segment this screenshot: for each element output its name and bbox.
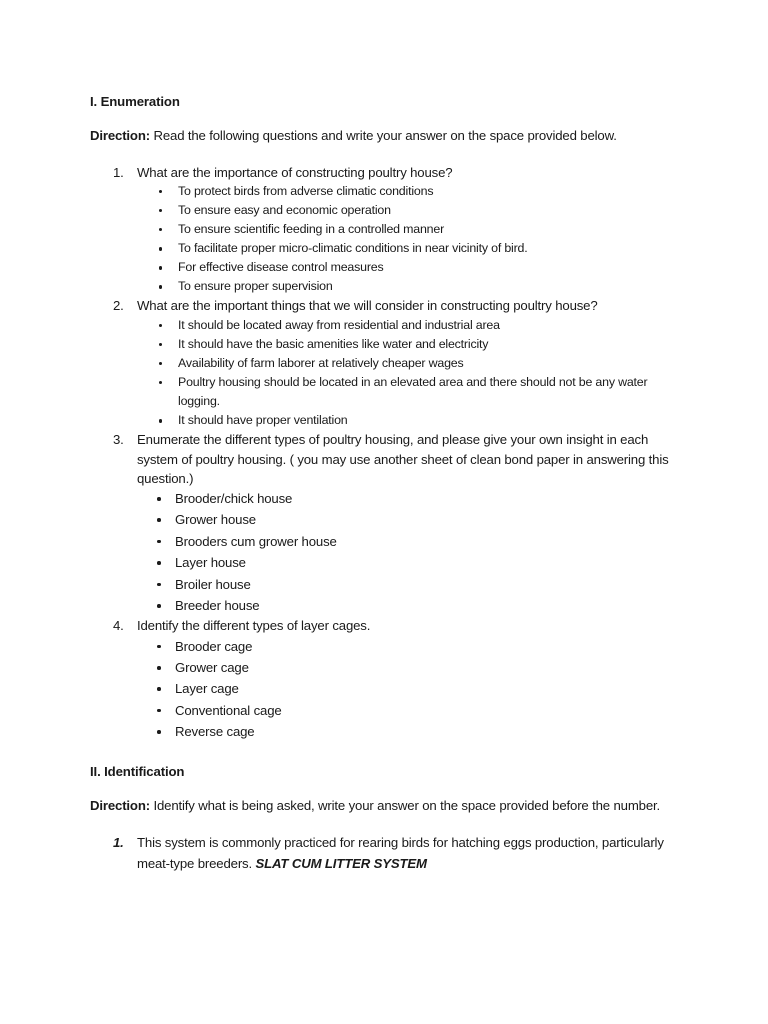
- direction-enumeration: [90, 127, 678, 146]
- identification-item-list: [90, 832, 678, 875]
- list-item: To facilitate proper micro-climatic conditions in near vicinity of bird.: [137, 239, 678, 258]
- direction-label: Direction:: [90, 127, 150, 143]
- section-heading-identification: II. Identification: [90, 764, 185, 780]
- spacer: [90, 111, 678, 127]
- list-item: Conventional cage: [137, 700, 678, 721]
- answer-bullet-list: [137, 182, 678, 297]
- question-number: 2.: [113, 298, 124, 314]
- question-number: 1.: [113, 164, 124, 180]
- answer-bullet-list: [137, 636, 678, 743]
- question-item: [90, 163, 678, 297]
- question-item: [90, 616, 678, 742]
- list-item: Broiler house: [137, 574, 678, 595]
- spacer: [90, 742, 678, 764]
- question-text: Enumerate the different types of poultry housing, and please give your own insight in each system of poultry housing. ( you may use another sheet of clean bond paper in answering this question.): [137, 432, 669, 486]
- spacer: [90, 816, 678, 832]
- list-item: Brooders cum grower house: [137, 531, 678, 552]
- list-item: Poultry housing should be located in an elevated area and there should not be any water logging.: [137, 373, 678, 411]
- list-item: To ensure easy and economic operation: [137, 201, 678, 220]
- list-item: To ensure proper supervision: [137, 277, 678, 296]
- list-item: Layer cage: [137, 678, 678, 699]
- list-item: Brooder/chick house: [137, 488, 678, 509]
- direction-identification: [90, 797, 678, 816]
- question-text: What are the importance of constructing poultry house?: [137, 164, 453, 180]
- enumeration-question-list: [90, 163, 678, 743]
- spacer: [90, 146, 678, 163]
- question-item: [90, 296, 678, 430]
- document-content: [90, 94, 678, 875]
- list-item: Grower house: [137, 509, 678, 530]
- list-item: Reverse cage: [137, 721, 678, 742]
- list-item: Brooder cage: [137, 636, 678, 657]
- list-item: It should have the basic amenities like water and electricity: [137, 335, 678, 354]
- list-item: It should have proper ventilation: [137, 411, 678, 430]
- answer-bullet-list: [137, 316, 678, 431]
- list-item: To protect birds from adverse climatic conditions: [137, 182, 678, 201]
- question-number: 3.: [113, 432, 124, 448]
- question-text: Identify the different types of layer cages.: [137, 618, 371, 634]
- question-item: [90, 430, 678, 616]
- list-item: To ensure scientific feeding in a controlled manner: [137, 220, 678, 239]
- direction-text: Identify what is being asked, write your answer on the space provided before the number.: [149, 798, 661, 814]
- direction-text: Read the following questions and write your answer on the space provided below.: [149, 127, 617, 143]
- identification-item: [90, 832, 678, 875]
- list-item: For effective disease control measures: [137, 258, 678, 277]
- list-item: Breeder house: [137, 595, 678, 616]
- list-item: Layer house: [137, 552, 678, 573]
- direction-label: Direction:: [90, 798, 150, 814]
- list-item: Availability of farm laborer at relatively cheaper wages: [137, 354, 678, 373]
- answer-bullet-list: [137, 488, 678, 616]
- item-answer: SLAT CUM LITTER SYSTEM: [255, 856, 427, 872]
- question-number: 4.: [113, 618, 124, 634]
- section-heading-enumeration: I. Enumeration: [90, 94, 180, 109]
- list-item: It should be located away from residential and industrial area: [137, 316, 678, 335]
- item-text: This system is commonly practiced for rearing birds for hatching eggs production, particularly meat-type breeders.: [137, 835, 664, 872]
- item-number: 1.: [113, 835, 124, 851]
- list-item: Grower cage: [137, 657, 678, 678]
- spacer: [90, 781, 678, 797]
- question-text: What are the important things that we will consider in constructing poultry house?: [137, 298, 598, 314]
